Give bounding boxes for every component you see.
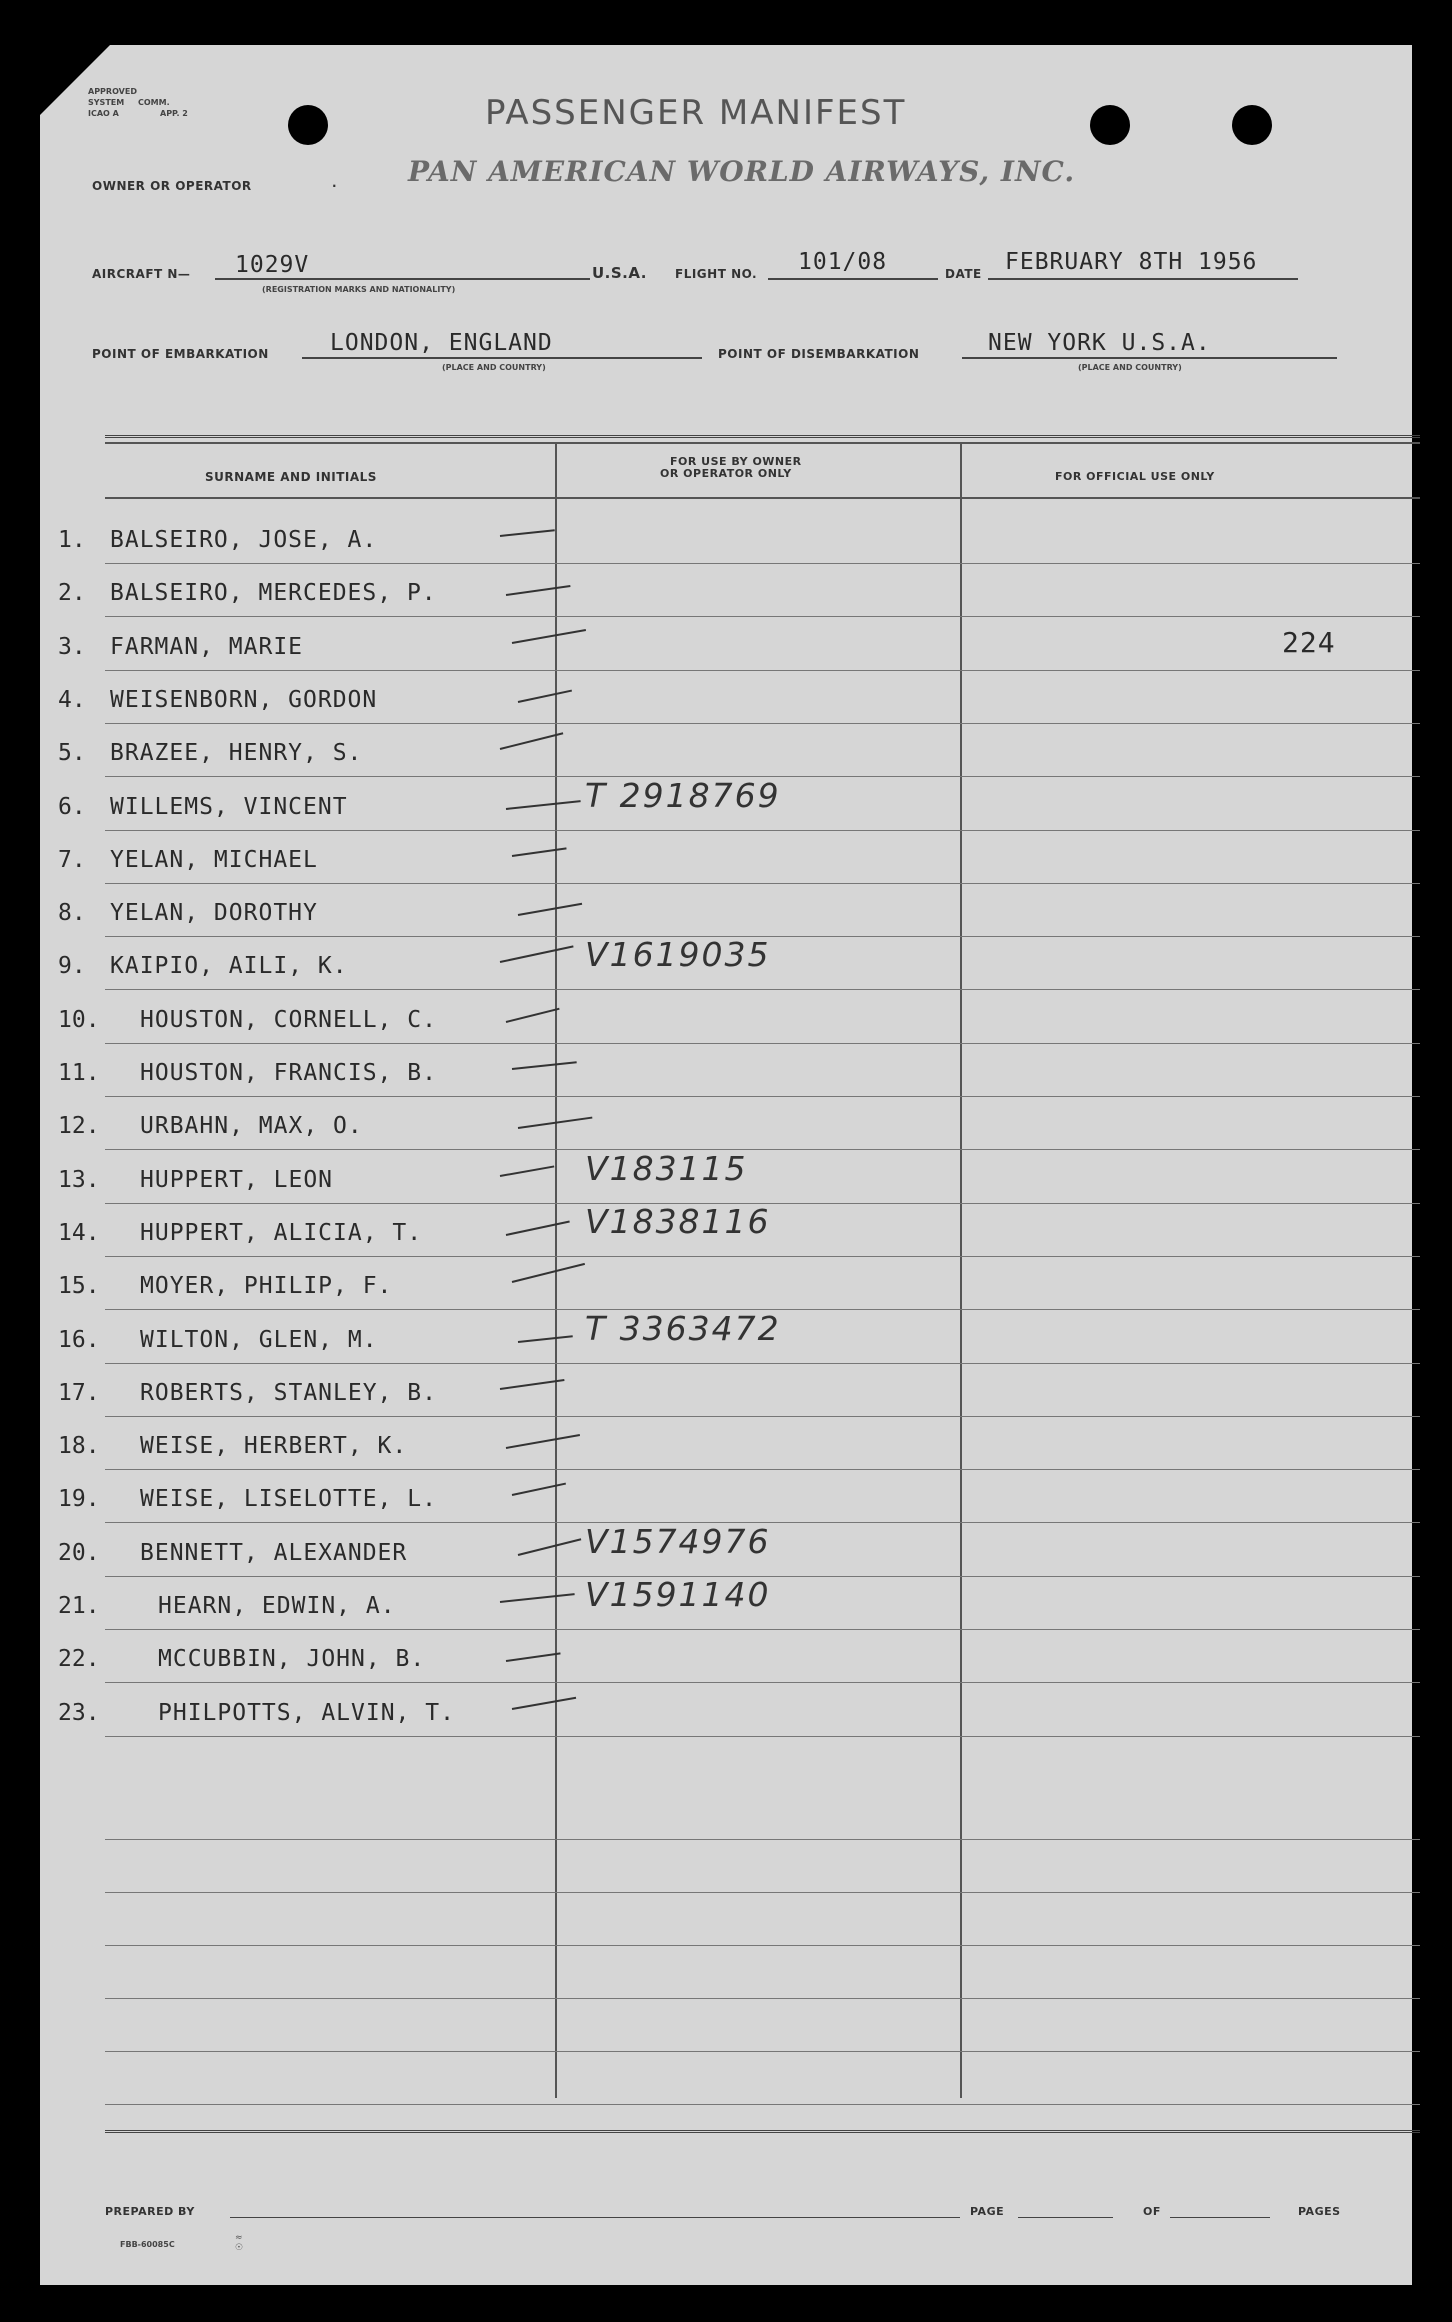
embark-value: LONDON, ENGLAND: [330, 330, 553, 356]
registration-note: (REGISTRATION MARKS AND NATIONALITY): [262, 285, 456, 294]
table-row: [40, 1368, 1412, 1420]
check-mark-icon: [518, 1538, 582, 1556]
aircraft-value: 1029V: [235, 252, 310, 278]
table-row: [40, 675, 1412, 727]
check-mark-icon: [500, 1379, 565, 1390]
passenger-name: MOYER, PHILIP, F.: [140, 1273, 393, 1299]
passenger-number: 22.: [58, 1646, 100, 1672]
manifest-page: APPROVED SYSTEM COMM. ICAO A APP. 2 PASSENGER MANIFEST OWNER OR OPERATOR · PAN AMERICAN WORLD AIRWAYS, INC. AIRCRAFT N— 1029V (REGISTRATION MARKS AND NATIONALITY) U.S.A. FLIGHT NO. 101/08 DATE FEBRUARY 8TH 1956 POINT OF EMBARKATION LONDON, ENGLAND (PLACE AND COUNTRY) POINT OF DISEMBARKATION NEW YORK U.S.A. (PLACE AND COUNTRY) SURNAME AND INITIALS FOR USE BY OWNER OR OPERATOR ONLY FOR OFFICIAL USE ONLY 1. BALSEIRO, JOSE, A. 2. BALSEIRO, MERCEDES, P. 3. FARMAN, MARIE 224 4. WEISENBORN, GORDON 5. BRAZEE, HENRY, S. 6. WILLEMS, VINCENT T 2918769 7. YELAN, MICHAEL 8. YELAN, DOROTHY 9. KAIPIO, AILI, K. V1619035 10. HOUSTON, CORNELL, C. 11. HOUSTON, FRANCIS, B. 12. URBAHN, MAX, O. 13. HUPPERT, LEON V183115 14. HUPPERT, ALICIA, T. V1838116 15. MOYER, PHILIP, F. 16. WILTON, GLEN, M. T 3363472 17. ROBERTS, STANLEY, B. 18. WEISE, HERBERT, K. 19. WEISE, LISELOTTE, L. 20. BENNETT, ALEXANDER V1574976 21. HEARN, EDWIN, A. V1591140 22. MCCUBBIN, JOHN, B. 23. PHILPOTTS, ALVIN, T. PREPARED BY PAGE OF PAGES FBB-60085C ≈ ☉: [40, 45, 1412, 2285]
blank-row-line: [105, 1998, 1420, 1999]
check-mark-icon: [518, 690, 572, 703]
disembark-value: NEW YORK U.S.A.: [988, 330, 1211, 356]
approval-line-2: SYSTEM: [88, 98, 125, 107]
check-mark-icon: [518, 1117, 593, 1129]
operator-note: V1838116: [585, 1202, 771, 1241]
check-mark-icon: [500, 1593, 575, 1603]
check-mark-icon: [518, 1335, 573, 1343]
table-row: [40, 835, 1412, 887]
check-mark-icon: [506, 1652, 561, 1662]
col-header-official: FOR OFFICIAL USE ONLY: [1055, 470, 1215, 483]
check-mark-icon: [506, 1008, 560, 1023]
passenger-number: 13.: [58, 1167, 100, 1193]
flight-label: FLIGHT NO.: [675, 267, 758, 281]
punch-hole-right: [1232, 105, 1272, 145]
approval-line-1: APPROVED: [88, 87, 137, 96]
passenger-number: 12.: [58, 1113, 100, 1139]
check-mark-icon: [506, 800, 581, 810]
table-row: [40, 515, 1412, 567]
check-mark-icon: [500, 529, 555, 537]
passenger-name: KAIPIO, AILI, K.: [110, 953, 348, 979]
official-use-value: 224: [1282, 626, 1336, 659]
passenger-number: 7.: [58, 847, 86, 873]
blank-row-line: [105, 1839, 1420, 1840]
passenger-number: 18.: [58, 1433, 100, 1459]
operator-note: V183115: [585, 1149, 748, 1188]
table-row: [40, 1688, 1412, 1740]
check-mark-icon: [506, 1221, 570, 1236]
passenger-name: PHILPOTTS, ALVIN, T.: [158, 1700, 455, 1726]
aircraft-label: AIRCRAFT N—: [92, 267, 191, 281]
passenger-number: 11.: [58, 1060, 100, 1086]
passenger-name: FARMAN, MARIE: [110, 634, 304, 660]
table-row: [40, 935, 1412, 993]
table-row: [40, 995, 1412, 1047]
passenger-name: HOUSTON, FRANCIS, B.: [140, 1060, 437, 1086]
check-mark-icon: [512, 629, 586, 644]
passenger-name: WEISE, HERBERT, K.: [140, 1433, 408, 1459]
check-mark-icon: [518, 903, 582, 916]
passenger-name: HOUSTON, CORNELL, C.: [140, 1007, 437, 1033]
table-row: [40, 888, 1412, 940]
table-row: [40, 1048, 1412, 1100]
passenger-name: WILLEMS, VINCENT: [110, 794, 348, 820]
blank-row-line: [105, 1945, 1420, 1946]
date-label: DATE: [945, 267, 982, 281]
col-header-owner-2: OR OPERATOR ONLY: [660, 467, 792, 480]
table-row: [40, 1474, 1412, 1526]
embark-place-note: (PLACE AND COUNTRY): [442, 363, 546, 372]
page-label: PAGE: [970, 2205, 1005, 2218]
passenger-name: BALSEIRO, MERCEDES, P.: [110, 580, 437, 606]
check-mark-icon: [500, 732, 564, 750]
flight-value: 101/08: [798, 249, 888, 275]
table-row: [40, 1101, 1412, 1153]
passenger-number: 3.: [58, 634, 86, 660]
table-row: [40, 1149, 1412, 1207]
disembark-place-note: (PLACE AND COUNTRY): [1078, 363, 1182, 372]
printer-mark-icon: ≈ ☉: [235, 2233, 244, 2253]
passenger-number: 10.: [58, 1007, 100, 1033]
date-value: FEBRUARY 8TH 1956: [1005, 249, 1258, 275]
passenger-name: WEISE, LISELOTTE, L.: [140, 1486, 437, 1512]
approval-line-3: COMM.: [138, 98, 170, 107]
prepared-label: PREPARED BY: [105, 2205, 195, 2218]
approval-line-4: ICAO A: [88, 109, 119, 118]
passenger-number: 6.: [58, 794, 86, 820]
passenger-name: WILTON, GLEN, M.: [140, 1327, 378, 1353]
check-mark-icon: [512, 1697, 576, 1710]
passenger-name: WEISENBORN, GORDON: [110, 687, 378, 713]
passenger-number: 16.: [58, 1327, 100, 1353]
airline-logo: PAN AMERICAN WORLD AIRWAYS, INC.: [408, 155, 1076, 188]
check-mark-icon: [512, 1263, 585, 1283]
table-row: [40, 1634, 1412, 1686]
passenger-number: 17.: [58, 1380, 100, 1406]
table-row: [40, 1261, 1412, 1313]
blank-row-line: [105, 2051, 1420, 2052]
passenger-name: YELAN, DOROTHY: [110, 900, 318, 926]
passenger-number: 23.: [58, 1700, 100, 1726]
operator-note: T 2918769: [585, 776, 781, 815]
passenger-number: 1.: [58, 527, 86, 553]
passenger-name: HUPPERT, ALICIA, T.: [140, 1220, 423, 1246]
operator-note: V1574976: [585, 1522, 771, 1561]
disembark-label: POINT OF DISEMBARKATION: [718, 347, 920, 361]
passenger-name: HEARN, EDWIN, A.: [158, 1593, 396, 1619]
owner-label: OWNER OR OPERATOR: [92, 179, 252, 193]
passenger-number: 21.: [58, 1593, 100, 1619]
punch-hole-left: [288, 105, 328, 145]
passenger-number: 8.: [58, 900, 86, 926]
torn-corner: [40, 45, 110, 115]
table-row: [40, 568, 1412, 620]
table-row: [40, 728, 1412, 780]
passenger-name: BRAZEE, HENRY, S.: [110, 740, 363, 766]
table-row: [40, 1575, 1412, 1633]
passenger-number: 14.: [58, 1220, 100, 1246]
col-header-owner-1: FOR USE BY OWNER: [670, 455, 802, 468]
col-header-names: SURNAME AND INITIALS: [205, 470, 377, 484]
check-mark-icon: [512, 1483, 566, 1496]
check-mark-icon: [500, 1165, 555, 1177]
passenger-name: ROBERTS, STANLEY, B.: [140, 1380, 437, 1406]
table-row: [40, 776, 1412, 834]
country-label: U.S.A.: [592, 264, 647, 282]
passenger-name: BALSEIRO, JOSE, A.: [110, 527, 378, 553]
approval-line-5: APP. 2: [160, 109, 188, 118]
passenger-name: BENNETT, ALEXANDER: [140, 1540, 408, 1566]
table-row: [40, 1202, 1412, 1260]
table-row: [40, 1421, 1412, 1473]
punch-hole-mid: [1090, 105, 1130, 145]
embark-label: POINT OF EMBARKATION: [92, 347, 269, 361]
check-mark-icon: [512, 847, 567, 857]
check-mark-icon: [506, 585, 571, 596]
passenger-number: 19.: [58, 1486, 100, 1512]
passenger-number: 5.: [58, 740, 86, 766]
table-row: [40, 1309, 1412, 1367]
table-row: [40, 622, 1412, 674]
passenger-number: 4.: [58, 687, 86, 713]
passenger-number: 20.: [58, 1540, 100, 1566]
passenger-number: 15.: [58, 1273, 100, 1299]
passenger-name: URBAHN, MAX, O.: [140, 1113, 363, 1139]
blank-row-line: [105, 1892, 1420, 1893]
blank-row-line: [105, 2104, 1420, 2105]
operator-note: T 3363472: [585, 1309, 781, 1348]
passenger-name: YELAN, MICHAEL: [110, 847, 318, 873]
of-label: OF: [1143, 2205, 1161, 2218]
passenger-name: HUPPERT, LEON: [140, 1167, 334, 1193]
check-mark-icon: [500, 945, 574, 963]
passenger-number: 2.: [58, 580, 86, 606]
check-mark-icon: [512, 1061, 577, 1070]
passenger-name: MCCUBBIN, JOHN, B.: [158, 1646, 426, 1672]
table-row: [40, 1522, 1412, 1580]
form-code: FBB-60085C: [120, 2240, 175, 2249]
operator-note: V1591140: [585, 1575, 771, 1614]
pages-label: PAGES: [1298, 2205, 1341, 2218]
operator-note: V1619035: [585, 935, 771, 974]
check-mark-icon: [506, 1434, 580, 1449]
passenger-number: 9.: [58, 953, 86, 979]
page-title: PASSENGER MANIFEST: [485, 93, 907, 133]
